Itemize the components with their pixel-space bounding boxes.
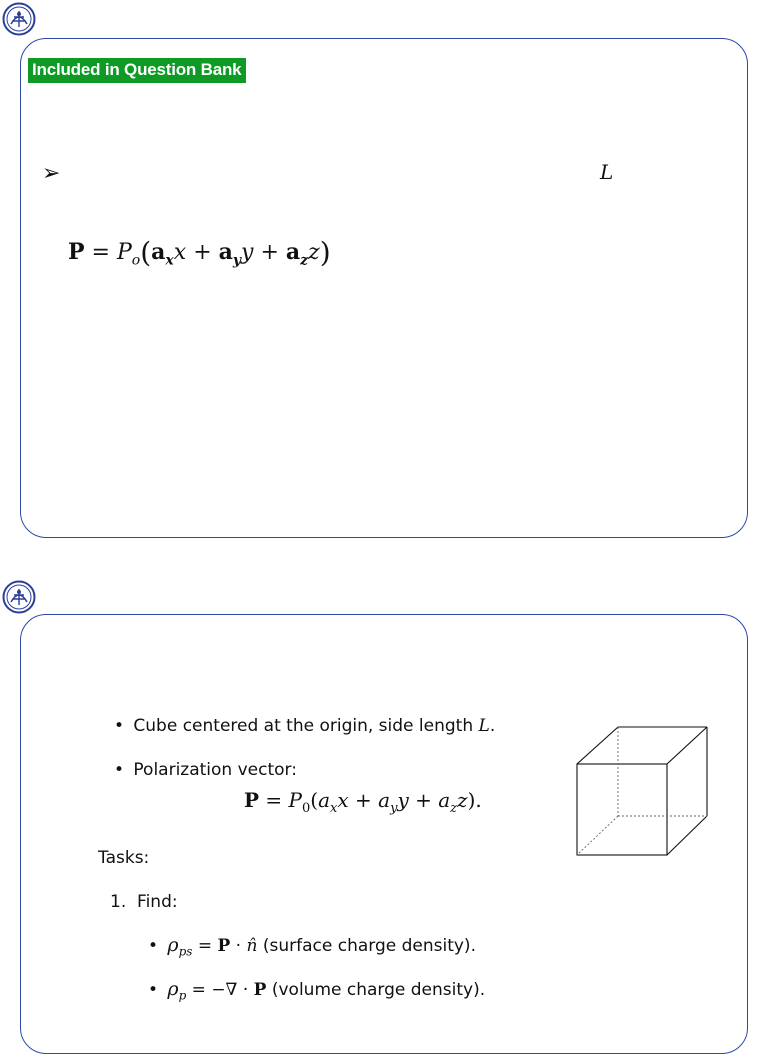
bullet-item-polarization: • Polarization vector: [114,760,297,780]
polarization-equation-2: $P = P_0(a_xx + a_yy + a_zz)$. [244,788,482,816]
bullet-item-cube: • Cube centered at the origin, side length L. [114,716,496,736]
subtask-surface-charge: • $\rho_{ps} = P$ · n̂ (surface charge density). [148,934,476,959]
university-logo-icon-2 [2,580,36,614]
cube-diagram [574,724,710,858]
side-length-symbol: L [600,160,614,184]
slide1-frame [20,38,748,538]
question-bank-tag: Included in Question Bank [28,58,246,83]
university-logo-icon [2,2,36,36]
task-1: 1. Find: [110,892,178,912]
arrow-bullet-icon: ➢ [42,160,61,185]
polarization-equation: $P = P_o(a_xx + a_yy + a_zz)$ [68,236,331,269]
tasks-heading: Tasks: [98,848,150,868]
subtask-volume-charge: • $\rho_p$ = −∇ · P (volume charge density). [148,978,486,1003]
